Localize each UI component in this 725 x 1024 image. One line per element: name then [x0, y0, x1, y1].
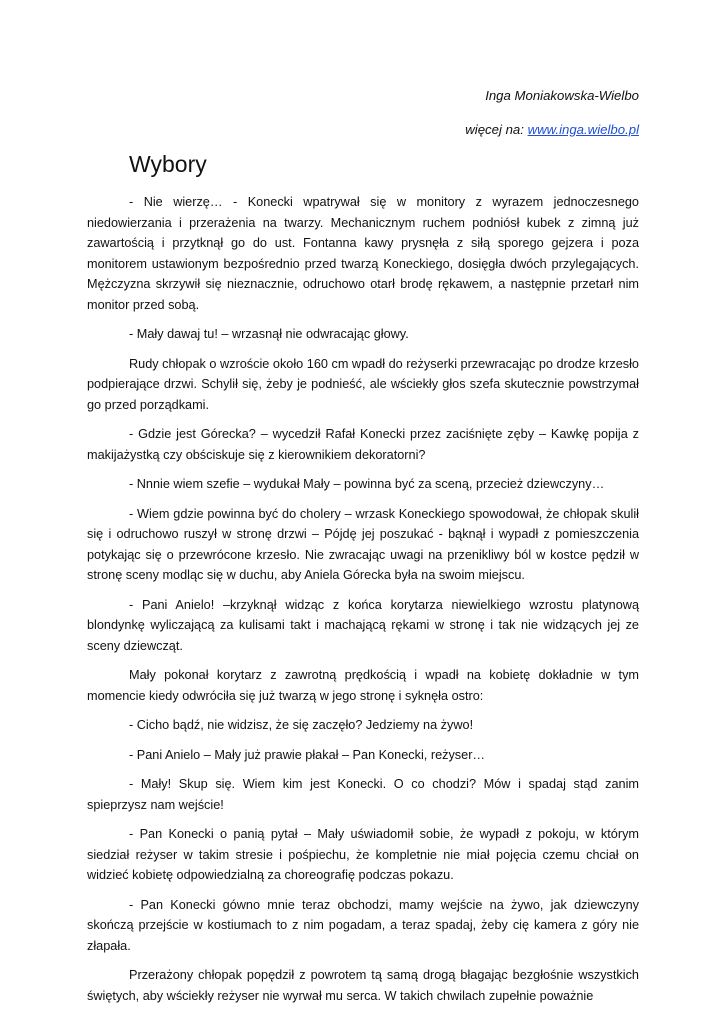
paragraph: - Wiem gdzie powinna być do cholery – wrzask Koneckiego spowodował, że chłopak skulił się i odruchowo ruszył w stronę drzwi – Pójdę jej poszukać - bąknął i wypadł z pomieszczenia potykając się o przewrócone krzesło. Nie zwracając uwagi na przenikliwy ból w kostce pędził w stronę sceny modląc się w duchu, aby Aniela Górecka była na swoim miejscu.	[87, 506, 639, 582]
paragraph: - Cicho bądź, nie widzisz, że się zaczęło? Jedziemy na żywo!	[129, 718, 474, 732]
document-body	[87, 192, 639, 1015]
author-name: Inga Moniakowska-Wielbo	[485, 88, 639, 103]
paragraph: - Gdzie jest Górecka? – wycedził Rafał Konecki przez zaciśnięte zęby – Kawkę popija z makijażystką czy obściskuje się z kierownikiem dekoratorni?	[87, 427, 639, 462]
paragraph: - Mały! Skup się. Wiem kim jest Konecki. O co chodzi? Mów i spadaj stąd zanim spieprzysz nam wejście!	[87, 777, 639, 812]
more-info-line	[465, 121, 639, 138]
paragraph: Rudy chłopak o wzroście około 160 cm wpadł do reżyserki przewracając po drodze krzesło podpierające drzwi. Schylił się, żeby je podnieść, ale wściekły głos szefa skutecznie powstrzymał go przed porządkami.	[87, 356, 639, 412]
website-link[interactable]: www.inga.wielbo.pl	[527, 122, 639, 137]
paragraph: - Pani Anielo! –krzyknął widząc z końca korytarza niewielkiego wzrostu platynową blondynkę wyliczającą za kulisami takt i machającą rękami w stronę i tak nie widzących jej ze sceny dziewcząt.	[87, 597, 639, 653]
paragraph: - Pan Konecki gówno mnie teraz obchodzi, mamy wejście na żywo, jak dziewczyny skończą przejście w kostiumach to z nim pogadam, a teraz spadaj, żeby cię kamera z góry nie złapała.	[87, 897, 639, 953]
paragraph: - Nie wierzę… - Konecki wpatrywał się w monitory z wyrazem jednoczesnego niedowierzania i przerażenia na twarzy. Mechanicznym ruchem podniósł kubek z zimną już zawartością i przytknął go do ust. Fontanna kawy prysnęła z siłą sporego gejzera i poza monitorem ustawionym bezpośrednio przed twarzą Koneckiego, dosięgła dwóch przylegających. Mężczyzna skrzywił się nieznacznie, odruchowo otarł brodę rękawem, a następnie przetarł nim monitor przed sobą.	[87, 195, 639, 312]
paragraph: Przerażony chłopak popędził z powrotem tą samą drogą błagając bezgłośnie wszystkich świętych, aby wściekły reżyser nie wyrwał mu serca. W takich chwilach zupełnie poważnie	[87, 968, 639, 1003]
paragraph: - Mały dawaj tu! – wrzasnął nie odwracając głowy.	[129, 327, 409, 341]
paragraph: - Pan Konecki o panią pytał – Mały uświadomił sobie, że wypadł z pokoju, w którym siedział reżyser w takim stresie i pośpiechu, że kompletnie nie miał pojęcia czemu chciał on widzieć kobietę odpowiedzialną za choreografię podczas pokazu.	[87, 827, 639, 882]
more-info-prefix: więcej na:	[465, 122, 528, 137]
paragraph: - Pani Anielo – Mały już prawie płakał – Pan Konecki, reżyser…	[129, 747, 486, 762]
document-title: Wybory	[129, 151, 207, 177]
paragraph: Mały pokonał korytarz z zawrotną prędkością i wpadł na kobietę dokładnie w tym momencie kiedy odwróciła się już twarzą w jego stronę i syknęła ostro:	[87, 668, 639, 703]
paragraph: - Nnnie wiem szefie – wydukał Mały – powinna być za sceną, przecież dziewczyny…	[129, 477, 605, 491]
